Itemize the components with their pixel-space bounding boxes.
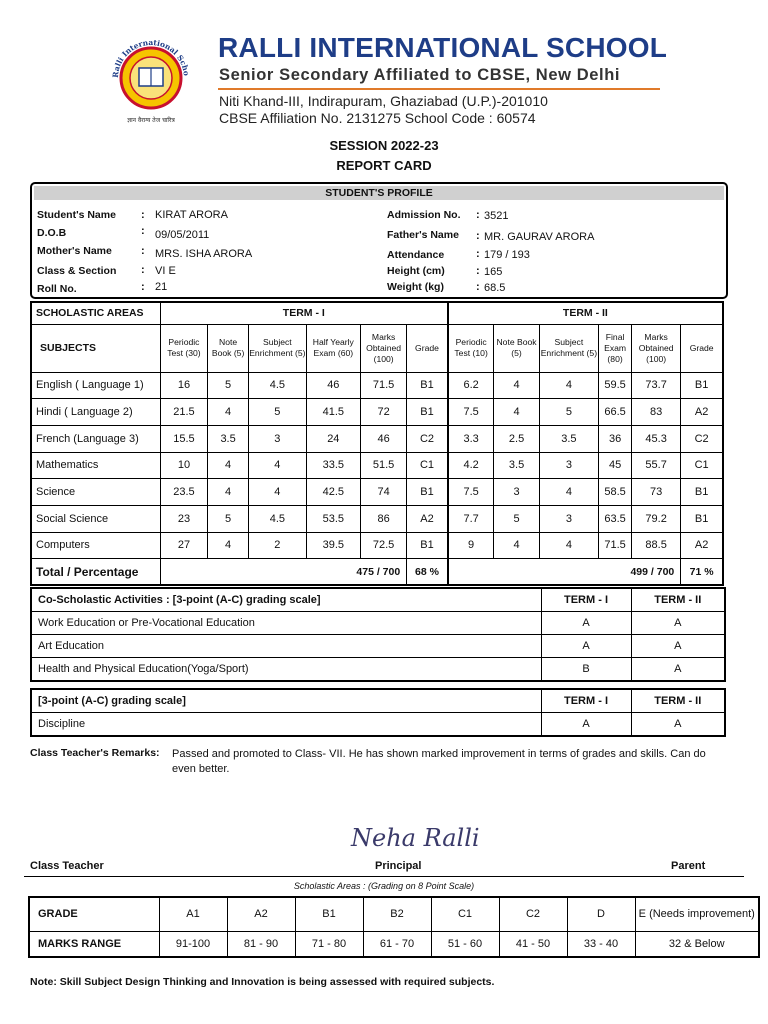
term2-mark: 5 xyxy=(539,399,599,426)
profile-label: D.O.B xyxy=(37,227,67,239)
list-item xyxy=(31,713,725,737)
profile-colon: : xyxy=(476,248,480,260)
profile-colon: : xyxy=(141,264,145,276)
term2-mark: 4 xyxy=(494,399,539,426)
term1-header: TERM - I xyxy=(160,302,447,324)
term1-mark: C1 xyxy=(407,452,448,479)
term2-mark: 45 xyxy=(599,452,632,479)
term2-mark: 66.5 xyxy=(599,399,632,426)
term1-column-header: Periodic Test (30) xyxy=(160,324,207,372)
term2-mark: 3 xyxy=(539,505,599,532)
profile-label: Student's Name xyxy=(37,209,116,221)
principal-label: Principal xyxy=(375,860,422,872)
term2-mark: 59.5 xyxy=(599,372,632,399)
profile-value: VI E xyxy=(155,265,176,277)
activity-name: Work Education or Pre-Vocational Education xyxy=(31,612,541,635)
list-item xyxy=(31,612,725,635)
profile-colon: : xyxy=(141,245,145,257)
term1-mark: 72.5 xyxy=(361,532,407,559)
table-row xyxy=(31,452,723,479)
grade-cell: B1 xyxy=(295,897,363,931)
term1-mark: 33.5 xyxy=(306,452,360,479)
term1-mark: 15.5 xyxy=(160,425,207,452)
term2-mark: 83 xyxy=(632,399,681,426)
term2-mark: 55.7 xyxy=(632,452,681,479)
term2-header: TERM - II xyxy=(448,302,723,324)
grade-cell: C2 xyxy=(499,897,567,931)
term2-grade: A xyxy=(631,612,725,635)
term2-column-header: Periodic Test (10) xyxy=(448,324,494,372)
term2-mark: 73 xyxy=(632,479,681,506)
term1-mark: 16 xyxy=(160,372,207,399)
grading-scale-table xyxy=(28,896,760,958)
grade-cell: E (Needs improvement) xyxy=(635,897,759,931)
subjects-header: SUBJECTS xyxy=(31,324,160,372)
co-scholastic-table xyxy=(30,587,726,682)
discipline-table xyxy=(30,688,726,737)
term1-mark: 72 xyxy=(361,399,407,426)
term2-mark: A2 xyxy=(681,399,723,426)
term1-mark: 74 xyxy=(361,479,407,506)
signature-divider xyxy=(24,876,744,877)
profile-value: KIRAT ARORA xyxy=(155,209,228,221)
term1-mark: 4 xyxy=(208,452,249,479)
report-title: REPORT CARD xyxy=(336,158,432,173)
term1-grade: A xyxy=(541,635,631,658)
term1-mark: 42.5 xyxy=(306,479,360,506)
term1-mark: 23 xyxy=(160,505,207,532)
term1-mark: 46 xyxy=(361,425,407,452)
header-divider xyxy=(218,88,660,90)
term2-mark: 3.3 xyxy=(448,425,494,452)
remarks-label: Class Teacher's Remarks: xyxy=(30,747,160,759)
term2-mark: 9 xyxy=(448,532,494,559)
discipline-heading: [3-point (A-C) grading scale] xyxy=(31,689,541,713)
term2-mark: B1 xyxy=(681,505,723,532)
range-cell: 91-100 xyxy=(159,931,227,957)
grade-cell: D xyxy=(567,897,635,931)
term2-column-header: Final Exam (80) xyxy=(599,324,632,372)
activity-name: Health and Physical Education(Yoga/Sport) xyxy=(31,658,541,682)
subject-name: Science xyxy=(31,479,160,506)
subject-name: English ( Language 1) xyxy=(31,372,160,399)
term1-mark: 4 xyxy=(249,479,306,506)
term2-mark: 3.5 xyxy=(539,425,599,452)
student-profile xyxy=(30,182,728,299)
term1-mark: 3.5 xyxy=(208,425,249,452)
term1-mark: 4 xyxy=(208,532,249,559)
table-row xyxy=(31,425,723,452)
table-row xyxy=(31,532,723,559)
activity-name: Art Education xyxy=(31,635,541,658)
principal-signature xyxy=(345,812,480,858)
term1-percentage: 68 % xyxy=(407,559,448,585)
term1-mark: 53.5 xyxy=(306,505,360,532)
term2-mark: 4 xyxy=(539,532,599,559)
profile-label: Mother's Name xyxy=(37,245,112,257)
term1-mark: 24 xyxy=(306,425,360,452)
range-cell: 32 & Below xyxy=(635,931,759,957)
term1-column-header: Grade xyxy=(407,324,448,372)
profile-label: Roll No. xyxy=(37,283,77,295)
term1-mark: 46 xyxy=(306,372,360,399)
profile-label: Attendance xyxy=(387,249,445,261)
signature-text: Neha Ralli xyxy=(351,824,480,852)
grade-cell: A1 xyxy=(159,897,227,931)
total-label: Total / Percentage xyxy=(31,559,160,585)
term2-mark: A2 xyxy=(681,532,723,559)
term2-mark: C1 xyxy=(681,452,723,479)
grading-scale-note: Scholastic Areas : (Grading on 8 Point Scale) xyxy=(293,881,475,891)
term1-column-header: Note Book (5) xyxy=(208,324,249,372)
school-address: Niti Khand-III, Indirapuram, Ghaziabad (U.P.)-201010 xyxy=(219,93,548,109)
school-subtitle: Senior Secondary Affiliated to CBSE, New Delhi xyxy=(219,66,621,84)
profile-colon: : xyxy=(141,281,145,293)
term1-mark: 51.5 xyxy=(361,452,407,479)
term1-mark: 2 xyxy=(249,532,306,559)
term1-total: 475 / 700 xyxy=(160,559,406,585)
range-cell: 81 - 90 xyxy=(227,931,295,957)
term2-total: 499 / 700 xyxy=(448,559,681,585)
term1-column-header: Subject Enrichment (5) xyxy=(249,324,306,372)
profile-label: Height (cm) xyxy=(387,265,445,277)
remarks-text: Passed and promoted to Class- VII. He has shown marked improvement in terms of grades and skills. Can do even better. xyxy=(172,748,706,775)
list-item xyxy=(31,658,725,682)
list-item xyxy=(31,635,725,658)
class-teacher-label: Class Teacher xyxy=(30,860,104,872)
term2-column-header: Subject Enrichment (5) xyxy=(539,324,599,372)
term2-mark: 2.5 xyxy=(494,425,539,452)
table-row xyxy=(31,505,723,532)
grade-cell: A2 xyxy=(227,897,295,931)
grade-label: GRADE xyxy=(29,897,159,931)
logo-arc-text: Ralli International Scho xyxy=(110,37,191,79)
term1-mark: 41.5 xyxy=(306,399,360,426)
marks-range-label: MARKS RANGE xyxy=(29,931,159,957)
profile-value: 165 xyxy=(484,266,503,278)
term2-mark: 45.3 xyxy=(632,425,681,452)
subject-name: Mathematics xyxy=(31,452,160,479)
term2-mark: 36 xyxy=(599,425,632,452)
term1-mark: 4 xyxy=(208,399,249,426)
term1-mark: B1 xyxy=(407,372,448,399)
term2-mark: 3 xyxy=(539,452,599,479)
term1-mark: 4.5 xyxy=(249,372,306,399)
term2-mark: B1 xyxy=(681,372,723,399)
term1-mark: 86 xyxy=(361,505,407,532)
footer-note: Note: Skill Subject Design Thinking and Innovation is being assessed with required subjects. xyxy=(30,976,495,988)
profile-colon: : xyxy=(476,281,480,293)
term2-column-header: Grade xyxy=(681,324,723,372)
term2-mark: 58.5 xyxy=(599,479,632,506)
profile-value: MR. GAURAV ARORA xyxy=(484,231,595,243)
table-row xyxy=(31,372,723,399)
term2-mark: B1 xyxy=(681,479,723,506)
subject-name: Computers xyxy=(31,532,160,559)
profile-value: 09/05/2011 xyxy=(155,229,210,241)
scholastic-areas-header: SCHOLASTIC AREAS xyxy=(31,302,160,324)
school-name: RALLI INTERNATIONAL SCHOOL xyxy=(218,32,668,63)
term2-mark: 7.7 xyxy=(448,505,494,532)
profile-colon: : xyxy=(476,209,480,221)
term1-mark: 10 xyxy=(160,452,207,479)
profile-label: Father's Name xyxy=(387,229,459,241)
term1-column-header: Half Yearly Exam (60) xyxy=(306,324,360,372)
term2-mark: 7.5 xyxy=(448,479,494,506)
term1-mark: B1 xyxy=(407,532,448,559)
term1-grade: B xyxy=(541,658,631,682)
term2-mark: 3 xyxy=(494,479,539,506)
term1-mark: A2 xyxy=(407,505,448,532)
term2-mark: 5 xyxy=(494,505,539,532)
disc-term2-header: TERM - II xyxy=(631,689,725,713)
profile-colon: : xyxy=(141,209,145,221)
term2-grade: A xyxy=(631,658,725,682)
scholastic-marks-table xyxy=(30,301,724,586)
term2-mark: 73.7 xyxy=(632,372,681,399)
subject-name: French (Language 3) xyxy=(31,425,160,452)
profile-label: Class & Section xyxy=(37,265,117,277)
range-cell: 71 - 80 xyxy=(295,931,363,957)
term2-mark: 4 xyxy=(494,532,539,559)
term1-mark: B1 xyxy=(407,479,448,506)
table-row xyxy=(31,399,723,426)
school-affiliation: CBSE Affiliation No. 2131275 School Code : 60574 xyxy=(219,110,536,126)
subject-name: Hindi ( Language 2) xyxy=(31,399,160,426)
term2-mark: 71.5 xyxy=(599,532,632,559)
term1-mark: 4 xyxy=(208,479,249,506)
profile-label: Admission No. xyxy=(387,209,461,221)
term1-mark: 5 xyxy=(208,505,249,532)
activity-name: Discipline xyxy=(31,713,541,737)
term1-mark: 23.5 xyxy=(160,479,207,506)
session-title: SESSION 2022-23 xyxy=(329,138,439,153)
co-term1-header: TERM - I xyxy=(541,588,631,612)
term1-mark: 39.5 xyxy=(306,532,360,559)
term2-mark: 7.5 xyxy=(448,399,494,426)
term2-mark: 6.2 xyxy=(448,372,494,399)
term2-mark: 4 xyxy=(539,479,599,506)
profile-value: 3521 xyxy=(484,210,509,222)
term1-column-header: Marks Obtained (100) xyxy=(361,324,407,372)
range-cell: 41 - 50 xyxy=(499,931,567,957)
range-cell: 61 - 70 xyxy=(363,931,431,957)
term2-mark: 4 xyxy=(539,372,599,399)
grade-cell: B2 xyxy=(363,897,431,931)
term2-mark: 79.2 xyxy=(632,505,681,532)
term2-percentage: 71 % xyxy=(681,559,723,585)
profile-value: MRS. ISHA ARORA xyxy=(155,248,253,260)
profile-value: 68.5 xyxy=(484,282,506,294)
range-cell: 51 - 60 xyxy=(431,931,499,957)
term2-mark: 4.2 xyxy=(448,452,494,479)
subject-name: Social Science xyxy=(31,505,160,532)
term1-mark: 27 xyxy=(160,532,207,559)
term2-column-header: Note Book (5) xyxy=(494,324,539,372)
term2-grade: A xyxy=(631,635,725,658)
term1-mark: 5 xyxy=(249,399,306,426)
term1-mark: 4.5 xyxy=(249,505,306,532)
term1-mark: 71.5 xyxy=(361,372,407,399)
term1-mark: 3 xyxy=(249,425,306,452)
school-logo xyxy=(108,32,194,128)
term2-mark: 3.5 xyxy=(494,452,539,479)
profile-colon: : xyxy=(141,225,145,237)
term2-mark: C2 xyxy=(681,425,723,452)
term2-mark: 4 xyxy=(494,372,539,399)
profile-colon: : xyxy=(476,265,480,277)
term1-grade: A xyxy=(541,612,631,635)
term2-column-header: Marks Obtained (100) xyxy=(632,324,681,372)
table-row xyxy=(31,479,723,506)
profile-value: 179 / 193 xyxy=(484,249,530,261)
term1-mark: 21.5 xyxy=(160,399,207,426)
grade-cell: C1 xyxy=(431,897,499,931)
term1-mark: C2 xyxy=(407,425,448,452)
profile-value: 21 xyxy=(155,281,168,293)
logo-motto: ज्ञान वैराग्य तेज चारित्र xyxy=(127,117,175,124)
term1-grade: A xyxy=(541,713,631,737)
term1-mark: 4 xyxy=(249,452,306,479)
term2-grade: A xyxy=(631,713,725,737)
co-term2-header: TERM - II xyxy=(631,588,725,612)
term2-mark: 63.5 xyxy=(599,505,632,532)
disc-term1-header: TERM - I xyxy=(541,689,631,713)
profile-heading: STUDENT'S PROFILE xyxy=(34,186,724,200)
profile-colon: : xyxy=(476,230,480,242)
parent-label: Parent xyxy=(671,860,706,872)
term2-mark: 88.5 xyxy=(632,532,681,559)
profile-label: Weight (kg) xyxy=(387,281,444,293)
term1-mark: B1 xyxy=(407,399,448,426)
range-cell: 33 - 40 xyxy=(567,931,635,957)
term1-mark: 5 xyxy=(208,372,249,399)
co-scholastic-heading: Co-Scholastic Activities : [3-point (A-C) grading scale] xyxy=(31,588,541,612)
